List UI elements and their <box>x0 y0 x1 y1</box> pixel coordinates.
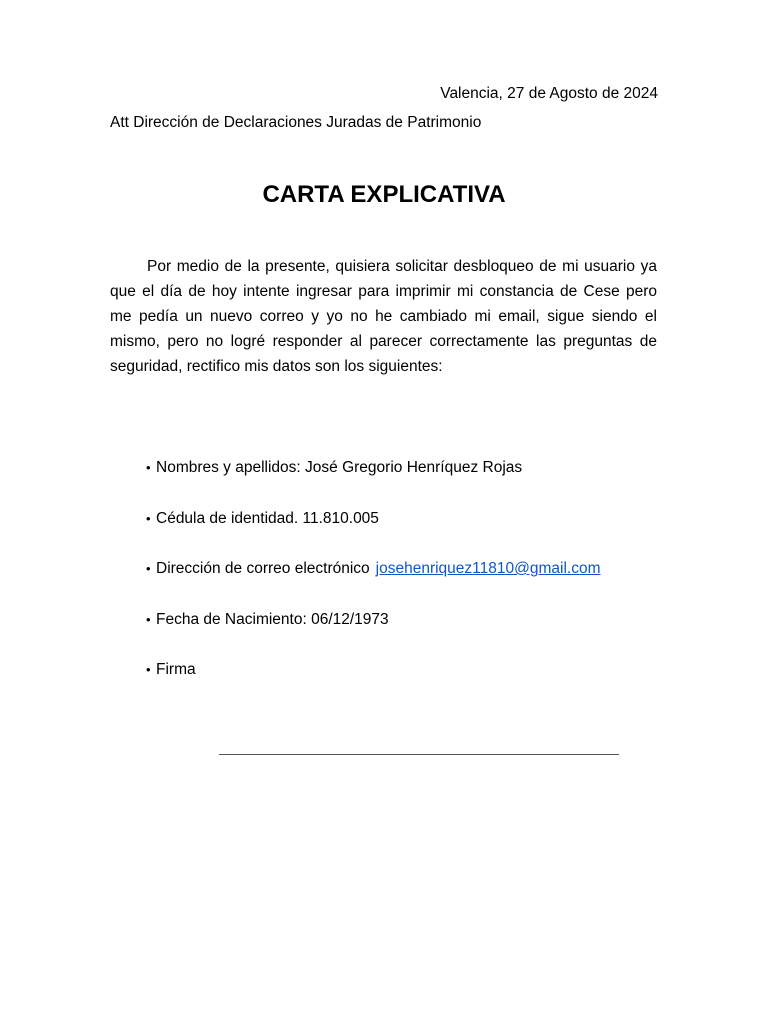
bullet-icon: • <box>146 510 151 526</box>
bullet-icon: • <box>146 460 151 475</box>
bullet-icon: • <box>146 611 151 627</box>
birth-date-text: Fecha de Nacimiento: 06/12/1973 <box>156 610 389 628</box>
list-item-id-number <box>146 509 600 529</box>
list-item-birth-date <box>146 610 600 630</box>
personal-data-list <box>146 458 600 711</box>
recipient-line: Att Dirección de Declaraciones Juradas de Patrimonio <box>110 114 482 131</box>
full-name-text: Nombres y apellidos: José Gregorio Henríquez Rojas <box>156 459 523 476</box>
body-paragraph: Por medio de la presente, quisiera solicitar desbloqueo de mi usuario ya que el día de hoy intente ingresar para imprimir mi constancia de Cese pero me pedía un nuevo correo y yo no he cambiado mi email, sigue siendo el mismo, pero no logré responder al parecer correctamente las preguntas de seguridad, rectifico mis datos son los siguientes: <box>110 258 657 375</box>
list-item-email <box>146 559 600 579</box>
id-number-text: Cédula de identidad. 11.810.005 <box>156 509 379 527</box>
list-item-signature <box>146 660 600 680</box>
document-title: CARTA EXPLICATIVA <box>262 181 506 208</box>
bullet-icon: • <box>146 662 151 677</box>
signature-label-text: Firma <box>156 661 196 678</box>
date-line: Valencia, 27 de Agosto de 2024 <box>440 85 658 102</box>
signature-line <box>219 754 619 755</box>
list-item-full-name <box>146 458 600 478</box>
bullet-icon: • <box>146 561 151 576</box>
email-link[interactable]: josehenriquez11810@gmail.com <box>375 560 601 577</box>
email-label-text: Dirección de correo electrónico <box>156 560 370 577</box>
